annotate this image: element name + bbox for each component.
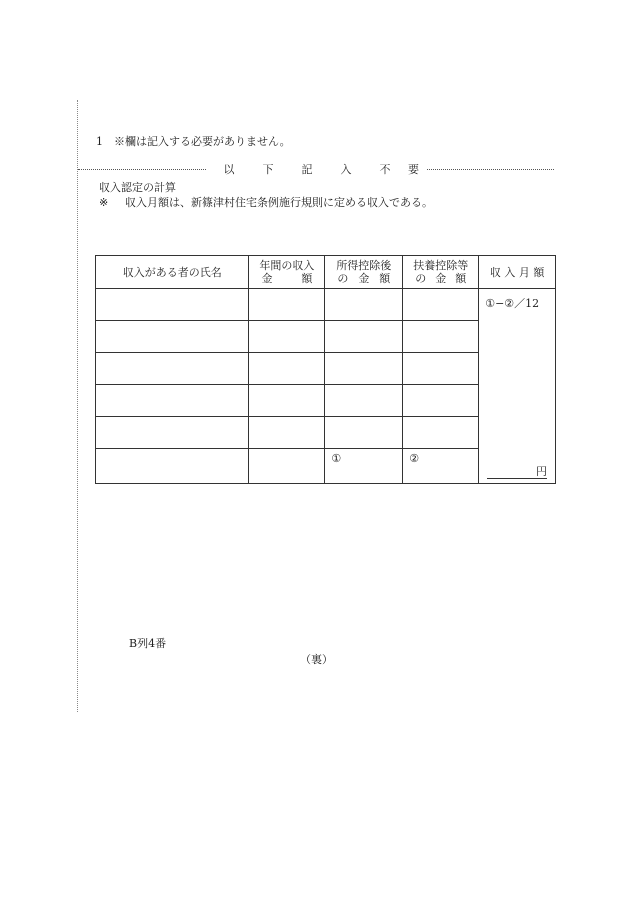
dependent-deduction-total-cell[interactable] — [403, 449, 479, 484]
divider-char: 不 — [379, 163, 391, 176]
monthly-formula: ①−②／12 — [485, 297, 540, 310]
header-char: 金 — [261, 272, 273, 285]
after-deduction-cell[interactable] — [325, 321, 403, 353]
income-table — [95, 255, 556, 484]
calculation-note — [99, 194, 433, 210]
header-dep-line1: 扶養控除等 — [413, 259, 469, 272]
dependent-deduction-cell[interactable] — [403, 385, 479, 417]
circle-2-label: ② — [409, 452, 420, 465]
header-annual-line2 — [249, 272, 324, 285]
annual-income-cell[interactable] — [249, 321, 325, 353]
header-dependent-deduction — [403, 256, 479, 289]
header-after-line1: 所得控除後 — [336, 259, 392, 272]
after-deduction-cell[interactable] — [325, 417, 403, 449]
after-deduction-cell[interactable] — [325, 289, 403, 321]
yen-unit: 円 — [536, 465, 547, 478]
divider-dots-left — [78, 169, 206, 170]
annual-income-cell[interactable] — [249, 449, 325, 484]
header-char: 額 — [301, 272, 313, 285]
circle-1-label: ① — [331, 452, 342, 465]
calculation-note-text: 収入月額は、新篠津村住宅条例施行規則に定める収入である。 — [125, 196, 433, 209]
header-after-deduction — [325, 256, 403, 289]
annual-income-cell[interactable] — [249, 417, 325, 449]
name-cell[interactable] — [96, 417, 249, 449]
name-cell[interactable] — [96, 289, 249, 321]
header-char: 金 — [435, 272, 447, 285]
annual-income-cell[interactable] — [249, 353, 325, 385]
name-cell[interactable] — [96, 321, 249, 353]
divider-char: 以 — [223, 163, 235, 176]
header-char: の — [415, 272, 427, 285]
annual-income-cell[interactable] — [249, 385, 325, 417]
table-header-row — [96, 256, 556, 289]
monthly-yen-line — [487, 466, 547, 479]
header-char: 金 — [358, 272, 370, 285]
after-deduction-total-cell[interactable] — [325, 449, 403, 484]
header-char: 額 — [379, 272, 391, 285]
after-deduction-cell[interactable] — [325, 385, 403, 417]
name-cell[interactable] — [96, 449, 249, 484]
monthly-income-cell[interactable] — [479, 289, 556, 484]
dependent-deduction-cell[interactable] — [403, 321, 479, 353]
dependent-deduction-cell[interactable] — [403, 417, 479, 449]
name-cell[interactable] — [96, 385, 249, 417]
divider-char: 要 — [408, 163, 419, 176]
binding-margin-line — [77, 100, 78, 712]
divider-char: 下 — [262, 163, 274, 176]
instruction-note: 1 ※欄は記入する必要がありません。 — [96, 135, 291, 148]
divider-label — [206, 161, 427, 177]
header-dep-line2 — [403, 272, 478, 285]
header-annual-income — [249, 256, 325, 289]
divider-char: 入 — [340, 163, 352, 176]
paper-size-label: B列4番 — [129, 637, 167, 650]
calculation-title: 収入認定の計算 — [99, 181, 176, 194]
header-char: 額 — [455, 272, 467, 285]
header-monthly-income: 収 入 月 額 — [479, 256, 556, 289]
header-after-line2 — [325, 272, 402, 285]
dependent-deduction-cell[interactable] — [403, 353, 479, 385]
divider-dots-right — [427, 169, 555, 170]
do-not-fill-divider — [78, 162, 554, 176]
note-mark: ※ — [99, 196, 109, 209]
header-annual-line1: 年間の収入 — [259, 259, 315, 272]
name-cell[interactable] — [96, 353, 249, 385]
divider-char: 記 — [301, 163, 313, 176]
header-name: 収入がある者の氏名 — [96, 256, 249, 289]
page-side-label: （裏） — [300, 653, 333, 666]
after-deduction-cell[interactable] — [325, 353, 403, 385]
table-row — [96, 289, 556, 321]
header-char: の — [337, 272, 349, 285]
dependent-deduction-cell[interactable] — [403, 289, 479, 321]
annual-income-cell[interactable] — [249, 289, 325, 321]
